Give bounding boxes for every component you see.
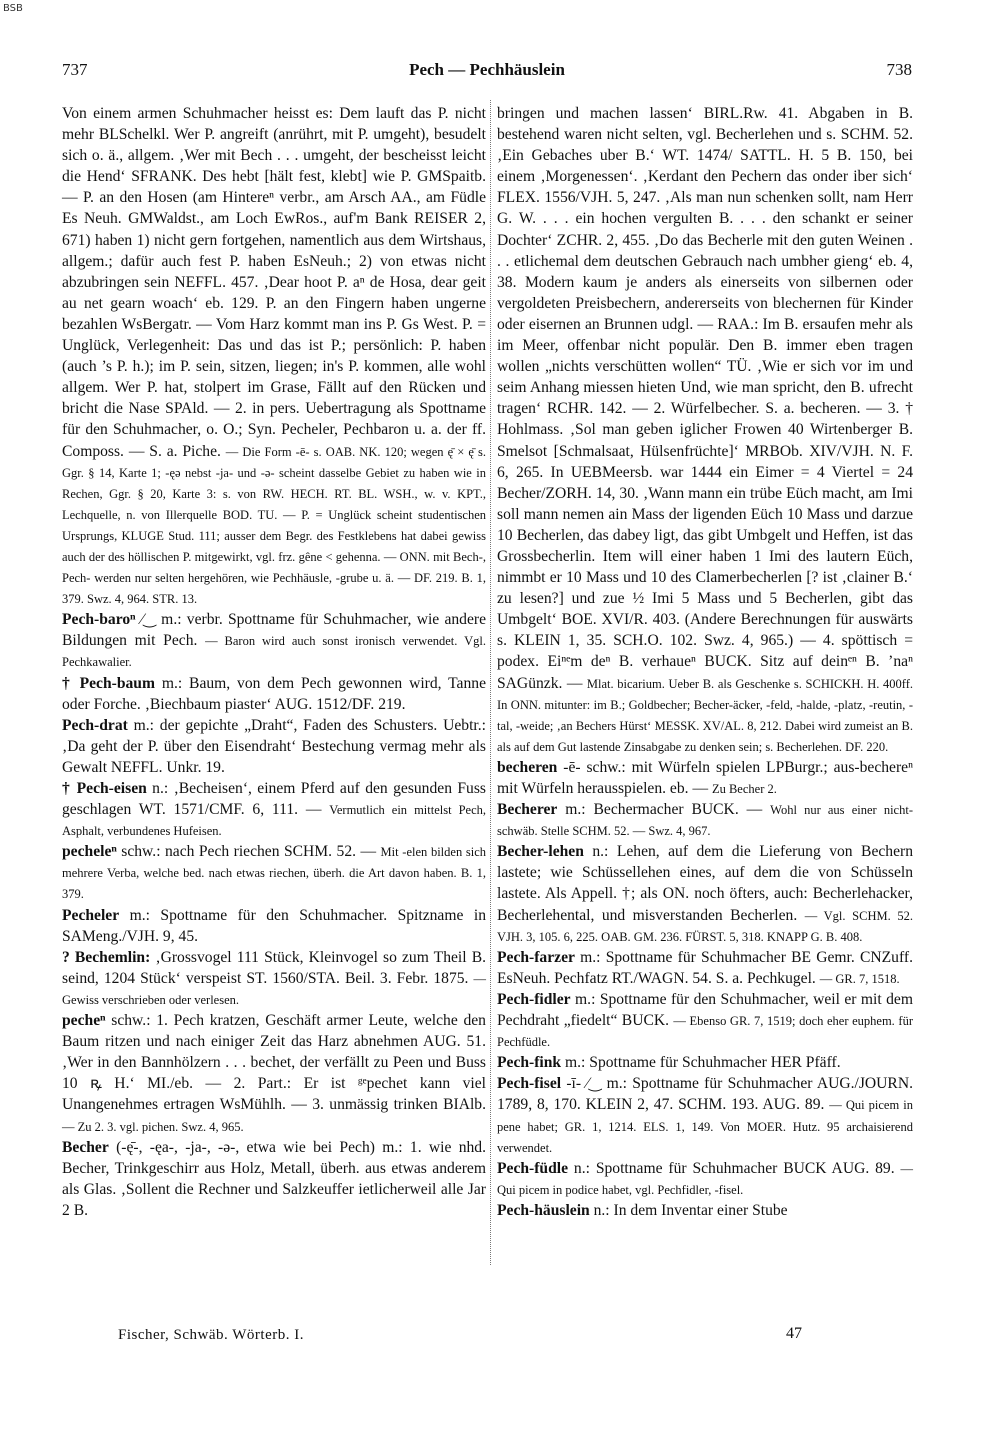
entry-note: — Gewiss verschrieben oder verlesen. <box>62 971 486 1007</box>
entry-headword: Becherer <box>497 801 558 819</box>
entry-text: m.: Spottname für den Schuhmacher. Spitzname in SAMeng./VJH. 9, 45. <box>62 906 486 945</box>
dictionary-entry <box>497 1200 913 1221</box>
entry-headword: ? Bechemlin: <box>62 948 151 966</box>
dictionary-entry <box>62 947 486 1010</box>
entry-note: — GR. 7, 1518. <box>819 971 900 986</box>
entry-text: m.: Spottname für den Schuhmacher, weil er mit dem Pechdraht „fiedelt“ BUCK. <box>497 990 913 1030</box>
entry-headword: Pech-drat <box>62 716 128 734</box>
entry-headword: Pecheler <box>62 906 120 924</box>
entry-note: Vermutlich ein mittelst Pech, Asphalt, verbundenes Hufeisen. <box>62 803 487 839</box>
entry-headword: Pech-füdle <box>497 1159 569 1177</box>
entry-text: Von einem armen Schuhmacher heisst es: Dem lauft das P. nicht mehr BLSchelkl. Wer P. angreift (anrührt, mit P. umgeht), besudelt sich o. ä., allgem. ‚Wer mit Bech . . . umgeht, der bescheisst leicht die Hend‘ SFRANK. Des hebt [hält fest, klebt] wie P. GMSpaitb. — P. an den Hosen (am Hintereⁿ verbr., am Arsch AA., am Füdle Es Neuh. GMWaldst., am Loch EwRos., auf'm Bank REISER 2, 671) haben 1) nicht gern fortgehen, namentlich aus dem Wirtshaus, allgem.; dafür auch fest P. haben EsNeuh.; 2) von etwas nicht abzubringen sein NEFFL. 457. ‚Dear hoot P. aⁿ de Hosa, dear geit au net gearn woach‘ eb. 129. P. an den Fingern haben ungerne bezahlen WsBergatr. — Vom Harz kommt man ins P. Gs West. P. = Unglück, Verlegenheit: Das und das ist P.; persönlich: P. haben (auch ’s P. h.); im P. sein, sitzen, liegen; in's P. kommen, alle wohl allgem. Wer P. hat, stolpert im Grase, Fällt auf den Rücken und bricht die Nase SPAld. — 2. in pers. Uebertragung als Spottname für den Schuhmacher, o. O.; Syn. Pecheler, Pechbaron u. a. der ff. Composs. — S. a. Piche. <box>62 105 486 460</box>
dictionary-entry <box>497 103 913 757</box>
entry-note: Mit -elen bilden sich mehrere Verba, welche bed. nach etwas riechen, überh. die Art davon haben. B. 1, 379. <box>62 845 487 902</box>
right-column <box>497 103 913 1221</box>
dictionary-entry <box>62 103 486 609</box>
dictionary-entry <box>62 673 486 715</box>
entry-text: -ī- ⁄‿ m.: Spottname für Schuhmacher AUG./JOURN. 1789, 8, 170. KLEIN 2, 47. SCHM. 193. AUG. 89. <box>497 1075 913 1114</box>
entry-note: Zu Becher 2. <box>711 782 777 796</box>
entry-note: — Vgl. SCHM. 52. VJH. 3, 105. 6, 225. OAB. GM. 236. FÜRST. 5, 318. KNAPP G. B. 408. <box>497 908 913 944</box>
entry-headword: † Pech-eisen <box>62 780 147 797</box>
dictionary-entry <box>497 1052 913 1073</box>
entry-note: — Zu 2. 3. vgl. pichen. Swz. 4, 965. <box>62 1119 244 1134</box>
dictionary-entry <box>62 1137 486 1221</box>
entry-note: Wohl nur aus einer nicht-schwäb. Stelle SCHM. 52. — Swz. 4, 967. <box>497 803 913 839</box>
entry-text: (-ę̄-, -ęa-, -ja-, -ə-, etwa wie bei Pech) m.: 1. wie nhd. Becher, Trinkgeschirr aus Holz, Metall, überh. aus etwas anderem als Glas. ‚Sollent die Rechner und Salzkeuffer ietlicherweil alle Jar 2 B. <box>62 1138 486 1219</box>
entry-headword: Pech-fink <box>497 1054 562 1072</box>
entry-headword: Pech-fidler <box>497 990 571 1008</box>
entry-headword: Becher-lehen <box>497 843 584 861</box>
footer-source: Fischer, Schwäb. Wörterb. I. <box>118 1327 304 1343</box>
entry-headword: Pech-fisel <box>497 1075 562 1093</box>
dictionary-entry <box>62 609 486 672</box>
entry-headword: Becher <box>62 1138 109 1156</box>
dictionary-entry <box>497 1158 913 1200</box>
dictionary-entry <box>497 757 913 799</box>
entry-headword: Pech-häuslein <box>497 1201 590 1219</box>
dictionary-entry <box>497 947 913 989</box>
signature-mark: 47 <box>786 1325 802 1342</box>
entry-headword: † Pech-baum <box>62 674 155 692</box>
page-number-left: 737 <box>62 60 88 79</box>
entry-text: m.: der gepichte „Draht“, Faden des Schusters. Uebtr.: ‚Da geht der P. über den Eisendraht‘ Bestechung vermag mehr als Gewalt NEFFL. Unkr. 19. <box>62 716 486 776</box>
entry-text: n.: In dem Inventar einer Stube <box>593 1201 788 1219</box>
left-column <box>62 103 486 1221</box>
entry-text: n.: Spottname für Schuhmacher BUCK AUG. 89. <box>573 1159 895 1177</box>
dictionary-entry <box>62 1010 486 1137</box>
entry-note: — Qui picem in pene habet; GR. 1, 1214. ELS. 1, 149. Von MOER. Hutz. 95 archaisierend verwendet. <box>497 1098 913 1155</box>
dictionary-entry <box>497 841 913 946</box>
entry-text: n.: ‚Becheisen‘, einem Pferd auf den gesunden Fuss geschlagen WT. 1571/CMF. 6, 111. — <box>62 780 486 819</box>
entry-headword: becheren <box>497 758 558 776</box>
entry-text: -ē- schw.: mit Würfeln spielen LPBurgr.; aus-bechereⁿ mit Würfeln herausspielen. eb. — <box>497 758 913 797</box>
entry-text: m.: Spottname für Schuhmacher BE Gemr. CNZuff. EsNeuh. Pechfatz RT./WAGN. 54. S. a. Pechkugel. <box>497 948 913 987</box>
dictionary-entry <box>62 905 486 947</box>
entry-headword: Pech-farzer <box>497 948 575 966</box>
entry-note: — Ebenso GR. 7, 1519; doch eher euphem. für Pechfüdle. <box>497 1014 913 1050</box>
dictionary-entry <box>62 715 486 778</box>
dictionary-entry <box>62 841 486 904</box>
entry-text: ‚Grossvogel 111 Stück, Kleinvogel so zum Theil B. seind, 1204 Stück‘ verspeist ST. 1560/STA. Beil. 3. Febr. 1875. <box>62 948 487 987</box>
entry-text: ⁄‿ m.: verbr. Spottname für Schuhmacher, wie andere Bildungen mit Pech. <box>62 611 486 650</box>
entry-note: — Die Form -ē- s. OAB. NK. 120; wegen ę̄ × ę̄ s. Ggr. § 14, Karte 1; -ęə nebst -ja- und -ə- scheint dasselbe Gebiet zu haben wie in Rechen, Ggr. § 20, Karte 3: s. von RW. HECH. RT. BL. WSH., w. v. KPT., Lechquelle, n. von Illerquelle BOD. TU. — P. = Unglück scheint studentischen Ursprungs, KLUGE Stud. 111; ausser dem Begr. des Festklebens hat dabei gewiss auch der des höllischen P. mitgewirkt, vgl. frz. gêne < gehenna. — ONN. mit Bech-, Pech- werden nur selten hergehören, wie Pechhäusle, -grube u. ä. — DF. 219. B. 1, 379. Swz. 4, 964. STR. 13. <box>62 444 486 607</box>
entry-text: schw.: nach Pech riechen SCHM. 52. — <box>121 843 377 861</box>
entry-text: m.: Spottname für Schuhmacher HER Pfäff. <box>565 1054 841 1072</box>
dictionary-entry <box>497 1073 913 1157</box>
entry-note: — Qui picem in podice habet, vgl. Pechfidler, -fisel. <box>497 1161 914 1197</box>
page-header <box>62 60 912 82</box>
entry-text: bringen und machen lassen‘ BIRL.Rw. 41. Abgaben in B. bestehend waren nicht selten, vgl. Becherlehen und s. SCHM. 52. ‚Ein Gebaches uber B.‘ WT. 1474/ SATTL. H. 5 B. 150, bei einem ‚Morgenessen‘. ‚Kerdant den Pechern das onder iber sich‘ FLEX. 1556/VJH. 5, 247. ‚Als man nun schenken sollt, nam Herr G. W. . . . ein hochen vergulten B. . . . den schankt er seiner Dochter‘ ZCHR. 2, 455. ‚Do das Becherle mit den guten Weinen . . . etlichemal dem deutschen Gebrauch nach umbher gieng‘ eb. 4, 38. Modern kaum je anders als einerseits von silbernen oder vergoldeten Preisbechern, andererseits von blechernen für Kinder oder eisernen an Brunnen udgl. — RAA.: Im B. ersaufen mehr als im Meer, offenbar nicht populär. Den B. immer eben tragen wollen „nichts verschütten wollen“ TÜ. ‚Wie er sich vor im und seim Anhang miessen hieten Und, wie man spricht, den B. ufrecht tragen‘ RCHR. 142. — 2. Würfelbecher. S. a. becheren. — 3. † Hohlmass. ‚Sol man geben iglicher Frowen 40 Wirtenberger B. Smelsot [Schmalsaat, Hülsenfrüchte]‘ MRBOb. XIV/VJH. N. F. 6, 265. In UEBMeersb. war 1444 ein Eimer = 4 Viertel = 24 Becher/ZORH. 14, 30. ‚Wann mann ein trübe Eüch macht, am Imi soll mann nemen ain Mass der ligenden Eüch 10 Mass und darzue 10 Becherlen, das dabey ligt, das gibt Umbgelt und Heffen, ist das Grossbecherlin. Item will einer haben 1 Imi des lautern Eüch, nimmbt er 10 Mass und 10 des Clamerbecherlen [? ist ‚clainer B.‘ zu lesen?] und zue ½ Imi 5 Mass und 5 Becherlen, gibt das Umbgelt‘ BOE. XVI/R. 403. (Andere Berechnungen für auswärts s. KLEIN 1, 35. SCH.O. 102. Swz. 4, 965.) — 4. spöttisch = podex. Eiⁿᵉm deⁿ B. verhaueⁿ BUCK. Sitz auf deinᵉⁿ B. ’naⁿ SAGünzk. — <box>497 105 913 692</box>
entry-note: — Baron wird auch sonst ironisch verwendet. Vgl. Pechkawalier. <box>62 634 486 670</box>
dictionary-entry <box>497 989 913 1052</box>
column-divider <box>490 100 491 1265</box>
dictionary-entry <box>62 778 486 841</box>
page-title: Pech — Pechhäuslein <box>409 60 565 79</box>
entry-headword: pecheleⁿ <box>62 843 117 861</box>
entry-text: m.: Baum, von dem Pech gewonnen wird, Tanne oder Forche. ‚Biechbaum piaster‘ AUG. 1512/DF. 219. <box>62 674 486 713</box>
entry-text: schw.: 1. Pech kratzen, Geschäft armer Leute, welche den Baum ritzen und nach einiger Zeit das Harz abnehmen AUG. 51. ‚Wer in den Bannhölzern . . . bechet, der verfällt zu Peen und Buss 10 ꝶ H.‘ MI./eb. — 2. Part.: Er ist ᵍᵉpechet kann viel Unangenehmes ertragen WsMühlh. — 3. unmässig trinken BIAlb. <box>62 1012 486 1114</box>
dictionary-entry <box>497 799 913 841</box>
library-corner-mark: BSB <box>3 3 23 14</box>
entry-headword: pecheⁿ <box>62 1012 106 1030</box>
entry-headword: Pech-baroⁿ <box>62 611 136 629</box>
entry-text: n.: Lehen, auf dem die Lieferung von Bechern lastete; wie Schüssellehen eines, auf dem die von Schüsseln lastete. Als Appell. †; als ON. noch öfters, auch: Becherlehacker, Becherlehental, und misverstanden Becherlen. <box>497 843 913 924</box>
page-number-right: 738 <box>886 60 912 79</box>
entry-text: m.: Bechermacher BUCK. — <box>565 801 763 819</box>
entry-note: Mlat. bicarium. Ueber B. als Geschenke s. SCHICKH. H. 400ff. In ONN. mitunter: im B.; Goldbecher; Becher-äcker, -feld, -halde, -platz, -reutin, -tal, -weide; ‚an Bechers Hürst‘ MESSK. XV/AL. 8, 212. Dabei wird zumeist an B. als auf dem Gut lastende Zinsabgabe zu denken sein; s. Becherlehen. DF. 220. <box>497 676 913 754</box>
